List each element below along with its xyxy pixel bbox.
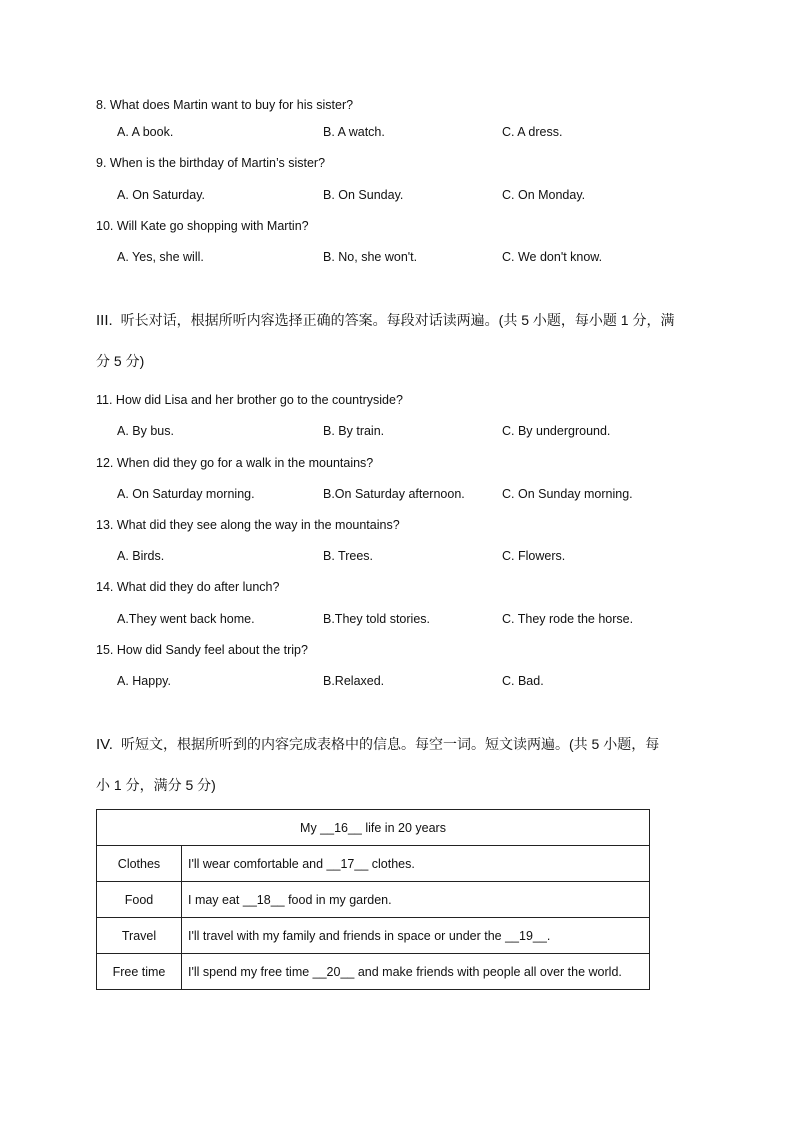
section-4-instruction-cont: 小 1 分，满分 5 分) — [96, 777, 216, 793]
q14-option-a: A.They went back home. — [117, 612, 255, 626]
row-text-free-time: I'll spend my free time __20__ and make friends with people all over the world. — [182, 954, 650, 990]
section-3-instruction-cont: 分 5 分) — [96, 353, 145, 369]
q11-option-c: C. By underground. — [502, 424, 611, 438]
section-4-instruction: 听短文，根据所听到的内容完成表格中的信息。每空一词。短文读两遍。(共 5 小题，每 — [120, 736, 660, 752]
q9-option-c: C. On Monday. — [502, 188, 586, 202]
row-label-travel: Travel — [97, 918, 182, 954]
table-row — [97, 954, 650, 990]
table-row — [97, 882, 650, 918]
q10-option-c: C. We don't know. — [502, 250, 603, 264]
section-4-heading — [96, 734, 659, 754]
question-11: 11. How did Lisa and her brother go to the countryside? — [96, 393, 403, 407]
q11-option-b: B. By train. — [323, 424, 385, 438]
row-text-food: I may eat __18__ food in my garden. — [182, 882, 650, 918]
q9-option-a: A. On Saturday. — [117, 188, 206, 202]
q15-option-a: A. Happy. — [117, 674, 171, 688]
q13-option-c: C. Flowers. — [502, 549, 566, 563]
q10-option-a: A. Yes, she will. — [117, 250, 204, 264]
section-3-instruction: 听长对话，根据所听内容选择正确的答案。每段对话读两遍。(共 5 小题，每小题 1 分，满 — [120, 312, 675, 328]
row-text-clothes: I'll wear comfortable and __17__ clothes. — [182, 846, 650, 882]
row-label-free-time: Free time — [97, 954, 182, 990]
section-3-number: III. — [96, 312, 113, 329]
q15-option-b: B.Relaxed. — [323, 674, 385, 688]
q9-option-b: B. On Sunday. — [323, 188, 404, 202]
info-table — [96, 809, 650, 990]
row-text-travel: I'll travel with my family and friends in space or under the __19__. — [182, 918, 650, 954]
question-10: 10. Will Kate go shopping with Martin? — [96, 219, 309, 233]
section-3-heading — [96, 310, 674, 330]
question-8: 8. What does Martin want to buy for his sister? — [96, 98, 354, 112]
question-12: 12. When did they go for a walk in the mountains? — [96, 456, 374, 470]
q14-option-c: C. They rode the horse. — [502, 612, 634, 626]
q8-option-b: B. A watch. — [323, 125, 385, 139]
section-4-number: IV. — [96, 736, 113, 753]
question-13: 13. What did they see along the way in the mountains? — [96, 518, 400, 532]
table-row — [97, 846, 650, 882]
q11-option-a: A. By bus. — [117, 424, 174, 438]
q15-option-c: C. Bad. — [502, 674, 544, 688]
q12-option-a: A. On Saturday morning. — [117, 487, 255, 501]
question-9: 9. When is the birthday of Martin’s sister? — [96, 156, 326, 170]
row-label-food: Food — [97, 882, 182, 918]
table-row — [97, 918, 650, 954]
table-header: My __16__ life in 20 years — [97, 810, 650, 846]
q12-option-c: C. On Sunday morning. — [502, 487, 633, 501]
q14-option-b: B.They told stories. — [323, 612, 430, 626]
question-15: 15. How did Sandy feel about the trip? — [96, 643, 308, 657]
q12-option-b: B.On Saturday afternoon. — [323, 487, 465, 501]
q8-option-c: C. A dress. — [502, 125, 563, 139]
q10-option-b: B. No, she won't. — [323, 250, 418, 264]
row-label-clothes: Clothes — [97, 846, 182, 882]
q13-option-b: B. Trees. — [323, 549, 374, 563]
question-14: 14. What did they do after lunch? — [96, 580, 280, 594]
table-header-row — [97, 810, 650, 846]
q8-option-a: A. A book. — [117, 125, 174, 139]
q13-option-a: A. Birds. — [117, 549, 165, 563]
